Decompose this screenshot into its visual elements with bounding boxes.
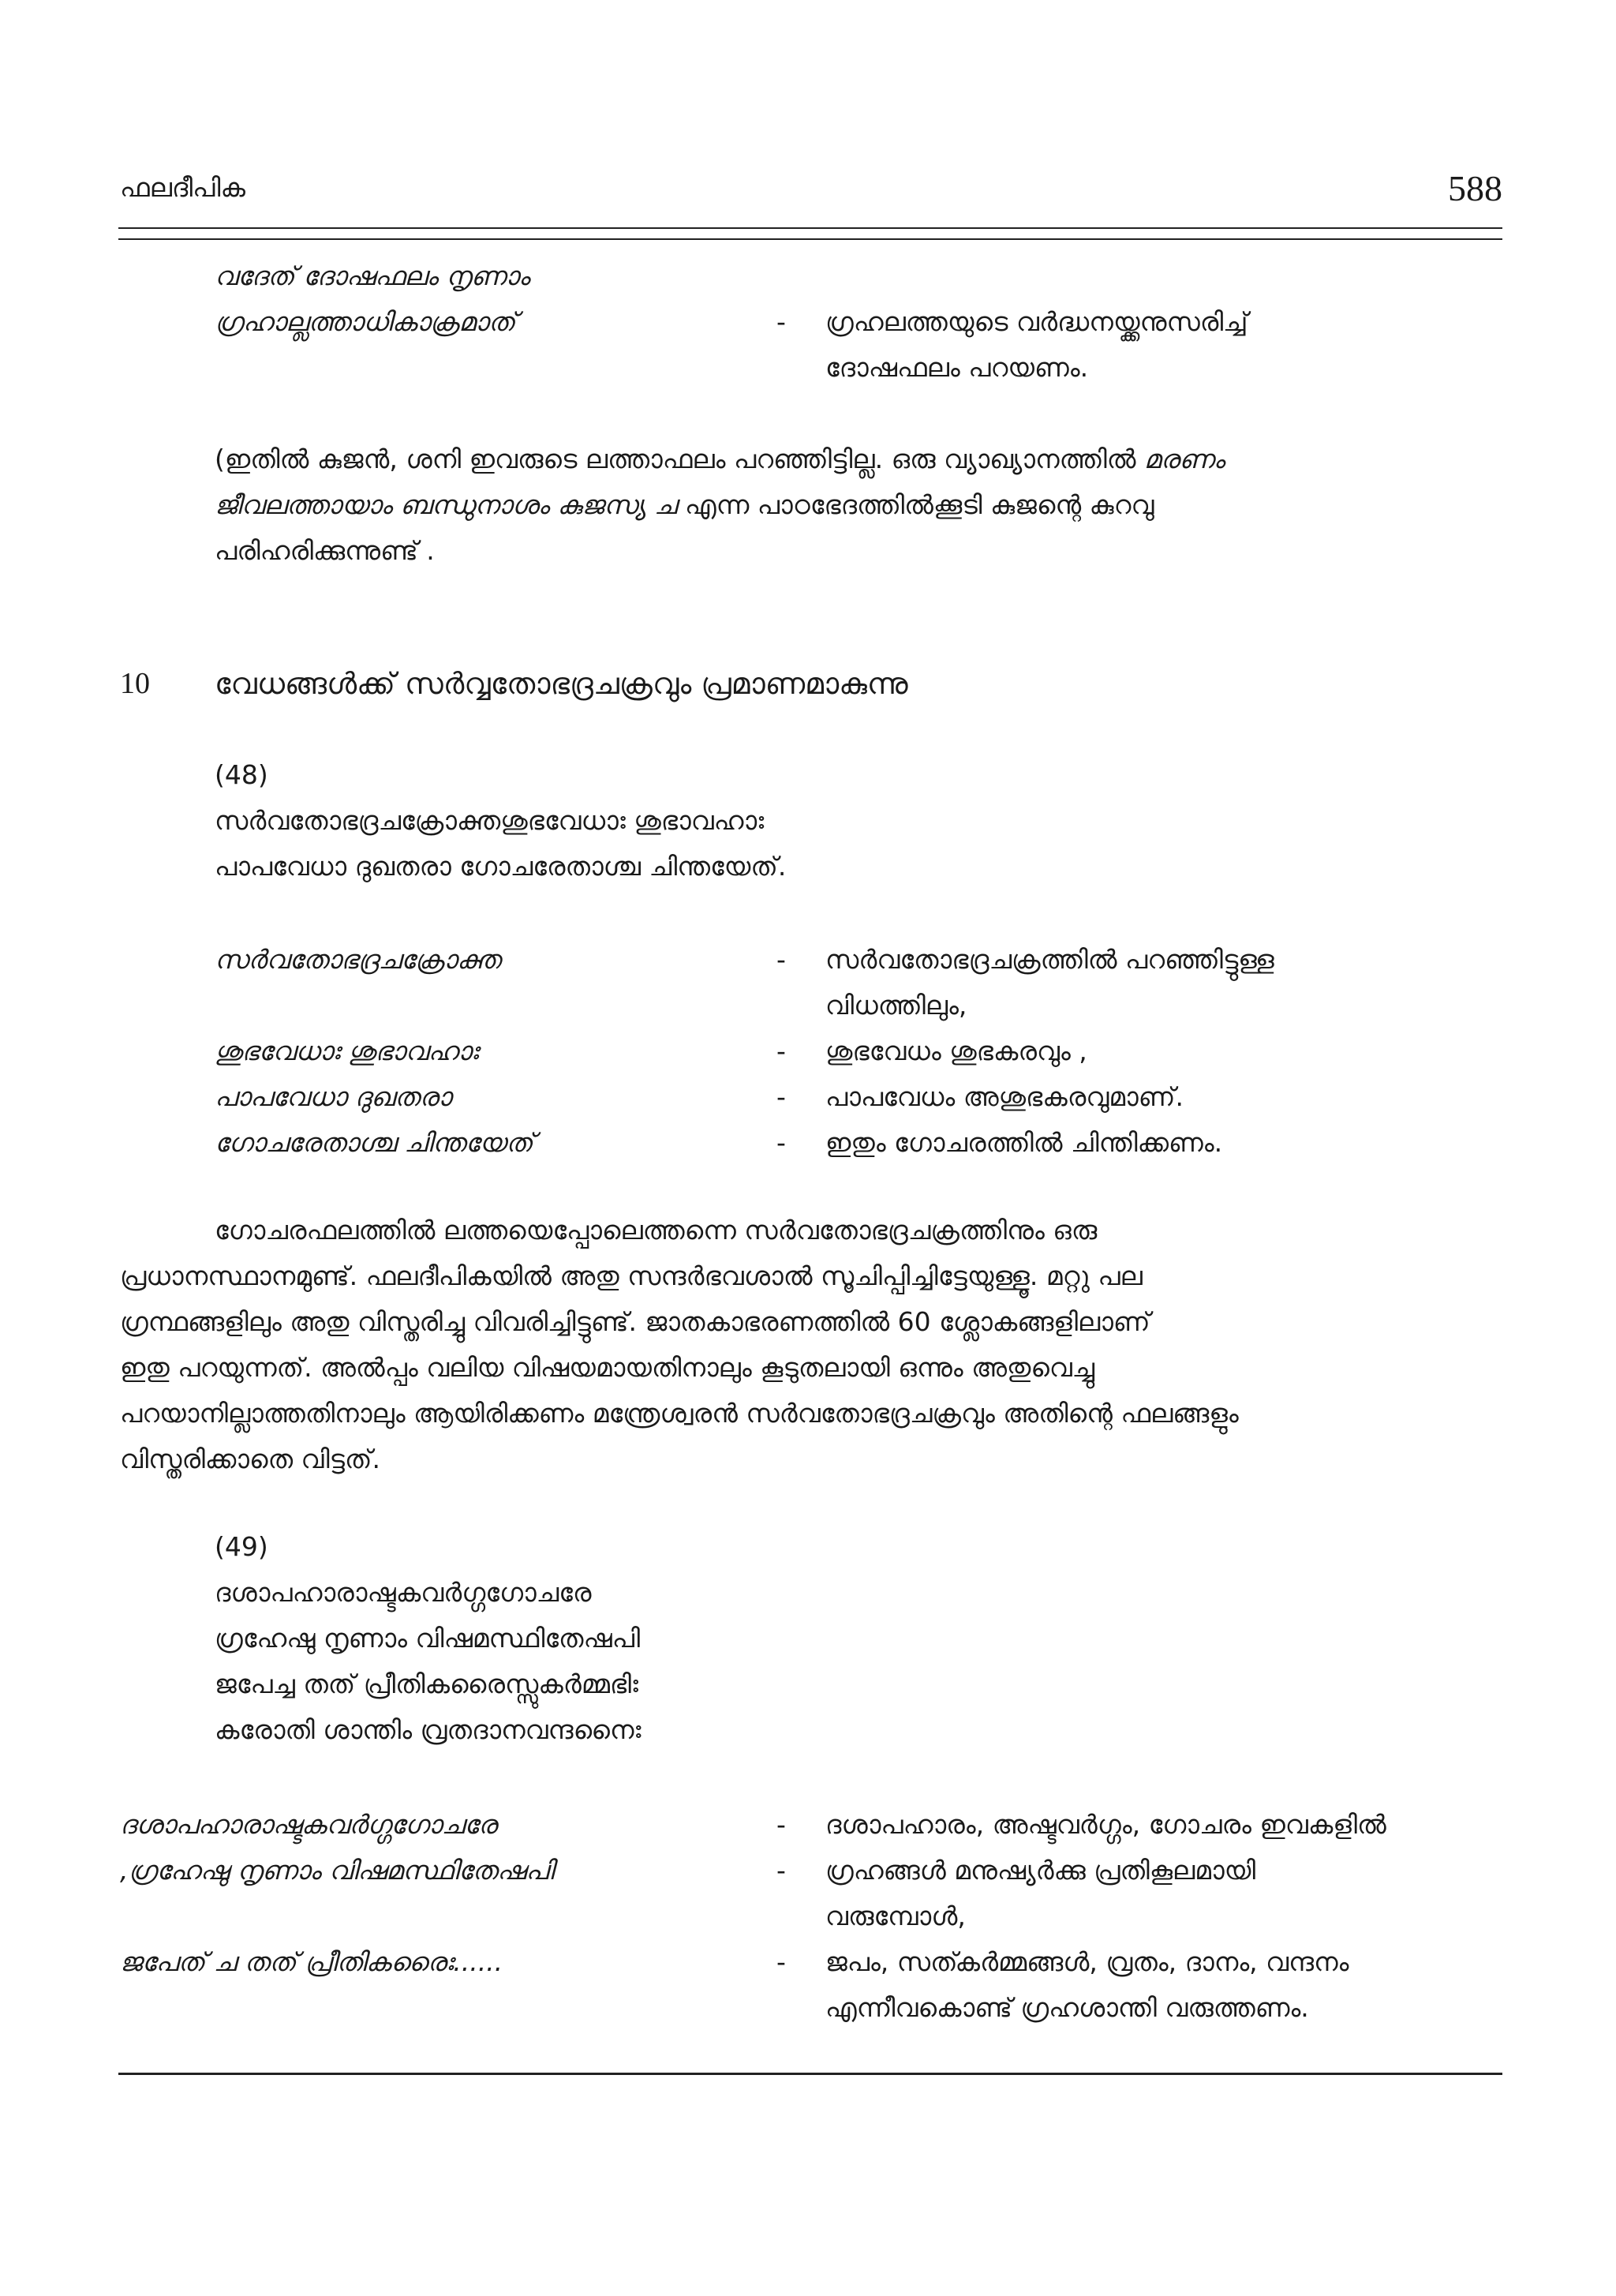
note-line: പരിഹരിക്കുന്നുണ്ട് . bbox=[215, 535, 435, 566]
gloss-text: ദോഷഫലം പറയണം. bbox=[825, 352, 1089, 383]
gloss-term: ദശാപഹാരാഷ്ടകവർഗ്ഗഗോചരേ bbox=[120, 1809, 497, 1840]
gloss-dash: - bbox=[776, 306, 786, 337]
gloss-text: സർവതോഭദ്രചക്രത്തിൽ പറഞ്ഞിട്ടുള്ള bbox=[825, 944, 1274, 975]
gloss-dash: - bbox=[776, 1127, 786, 1158]
gloss-term: ഗ്രഹാല്ലത്താധികാക്രമാത് bbox=[215, 306, 516, 337]
gloss-term: ശുഭവേധാഃ ശുഭാവഹാഃ bbox=[215, 1036, 479, 1066]
verse-line: വദേത് ദോഷഫലം നൃണാം bbox=[215, 260, 530, 291]
paragraph-line: വിസ്തരിക്കാതെ വിട്ടത്. bbox=[120, 1444, 380, 1474]
gloss-dash: - bbox=[776, 944, 786, 975]
paragraph-line: ഗോചരഫലത്തിൽ ലത്തയെപ്പോലെത്തന്നെ സർവതോഭദ്രചക്രത്തിനും ഒരു bbox=[215, 1215, 1098, 1245]
gloss-dash: - bbox=[776, 1809, 786, 1840]
header-rule-bottom bbox=[118, 238, 1502, 240]
footer-rule bbox=[118, 2073, 1502, 2075]
verse-line: കരോതി ശാന്തിം വ്രതദാനവന്ദനൈഃ bbox=[215, 1714, 642, 1745]
header-rule-top bbox=[118, 227, 1502, 229]
verse-line: ദശാപഹാരാഷ്ടകവർഗ്ഗഗോചരേ bbox=[215, 1577, 592, 1608]
page-number: 588 bbox=[1448, 168, 1502, 208]
gloss-text: ഇതും ഗോചരത്തിൽ ചിന്തിക്കണം. bbox=[825, 1127, 1223, 1158]
note-emphasis: മരണം bbox=[1144, 444, 1225, 474]
gloss-dash: - bbox=[776, 1081, 786, 1112]
gloss-text: വിധത്തിലും, bbox=[825, 990, 967, 1021]
note-line bbox=[215, 489, 1154, 521]
gloss-text: പാപവേധം അശുഭകരവുമാണ്. bbox=[825, 1081, 1184, 1112]
section-title: വേധങ്ങൾക്ക് സർവ്വതോഭദ്രചക്രവും പ്രമാണമാകുന്നു bbox=[215, 666, 908, 701]
gloss-text: ദശാപഹാരം, അഷ്ടവർഗ്ഗം, ഗോചരം ഇവകളിൽ bbox=[825, 1809, 1386, 1840]
note-line bbox=[215, 444, 1225, 475]
gloss-term: ഗോചരേതാശ്ച ചിന്തയേത് bbox=[215, 1127, 533, 1158]
gloss-term: ജപേത് ച തത് പ്രീതികരൈഃ...... bbox=[120, 1946, 503, 1977]
gloss-term: സർവതോഭദ്രചക്രോക്ത bbox=[215, 944, 501, 975]
running-header-title: ഫലദീപിക bbox=[120, 172, 246, 203]
verse-number: (48) bbox=[215, 759, 268, 790]
gloss-text: എന്നീവകൊണ്ട് ഗ്രഹശാന്തി വരുത്തണം. bbox=[825, 1992, 1309, 2023]
paragraph-line: പറയാനില്ലാത്തതിനാലും ആയിരിക്കണം മന്ത്രേശ്വരൻ സർവതോഭദ്രചക്രവും അതിന്റെ ഫലങ്ങളും bbox=[120, 1398, 1239, 1429]
body-paragraph bbox=[120, 1208, 1501, 1482]
gloss-text: ഗ്രഹലത്തയുടെ വർദ്ധനയ്ക്കനുസരിച്ച് bbox=[825, 306, 1248, 337]
verse-line: ജപേച്ച തത് പ്രീതികരൈസ്സുകർമ്മഭിഃ bbox=[215, 1669, 639, 1699]
verse-line: സർവതോഭദ്രചക്രോക്തശുഭവേധാഃ ശുഭാവഹാഃ bbox=[215, 805, 765, 836]
verse-line: ഗ്രഹേഷു നൃണാം വിഷമസ്ഥിതേഷപി bbox=[215, 1623, 641, 1654]
note-text: (ഇതിൽ കുജൻ, ശനി ഇവരുടെ ലത്താഫലം പറഞ്ഞിട്ടില്ല. ഒരു വ്യാഖ്യാനത്തിൽ bbox=[215, 444, 1144, 474]
gloss-dash: - bbox=[776, 1855, 786, 1886]
verse-number: (49) bbox=[215, 1531, 268, 1562]
gloss-text: വരുമ്പോൾ, bbox=[825, 1901, 966, 1931]
gloss-term: ,ഗ്രഹേഷു നൃണാം വിഷമസ്ഥിതേഷപി bbox=[120, 1855, 554, 1886]
note-text: എന്ന പാഠഭേദത്തിൽക്കൂടി കുജന്റെ കുറവു bbox=[676, 489, 1154, 520]
paragraph-line: ഗ്രന്ഥങ്ങളിലും അതു വിസ്തരിച്ചു വിവരിച്ചിട്ടുണ്ട്. ജാതകാഭരണത്തിൽ 60 ശ്ലോകങ്ങളിലാണ് bbox=[120, 1306, 1150, 1337]
paragraph-line: ഇതു പറയുന്നത്. അൽപ്പം വലിയ വിഷയമായതിനാലും കൂടുതലായി ഒന്നും അതുവെച്ചു bbox=[120, 1352, 1095, 1383]
note-emphasis: ജീവലത്തായാം ബന്ധുനാശം കുജസ്യ ച bbox=[215, 489, 677, 520]
gloss-text: ശുഭവേധം ശുഭകരവും , bbox=[825, 1036, 1087, 1066]
verse-line: പാപവേധാ ദുഖതരാ ഗോചരേതാശ്ച ചിന്തയേത്. bbox=[215, 851, 787, 882]
gloss-dash: - bbox=[776, 1946, 786, 1977]
gloss-text: ഗ്രഹങ്ങൾ മനുഷ്യർക്കു പ്രതികൂലമായി bbox=[825, 1855, 1256, 1886]
gloss-text: ജപം, സത്കർമ്മങ്ങൾ, വ്രതം, ദാനം, വന്ദനം bbox=[825, 1946, 1349, 1977]
paragraph-line: പ്രധാനസ്ഥാനമുണ്ട്. ഫലദീപികയിൽ അതു സന്ദർഭവശാൽ സൂചിപ്പിച്ചിട്ടേയുള്ളൂ. മറ്റു പല bbox=[120, 1260, 1143, 1291]
gloss-dash: - bbox=[776, 1036, 786, 1066]
gloss-term: പാപവേധാ ദുഖതരാ bbox=[215, 1081, 451, 1112]
section-number: 10 bbox=[120, 667, 150, 700]
